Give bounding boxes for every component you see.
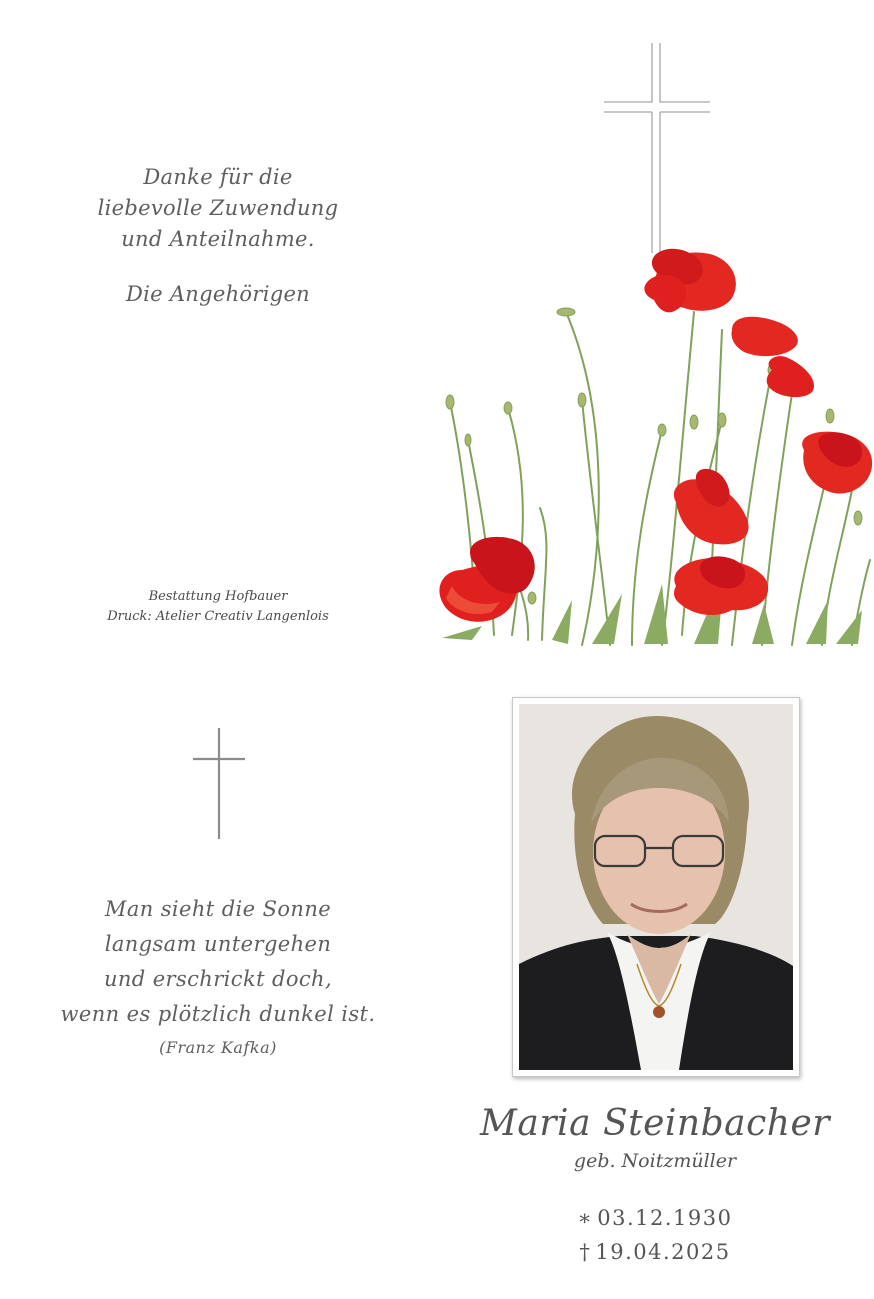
thanks-message	[60, 162, 376, 255]
quote-line: und erschrickt doch,	[103, 967, 333, 991]
life-dates	[440, 1201, 870, 1269]
birth-star-icon: ∗	[577, 1206, 594, 1230]
family-signoff: Die Angehörigen	[125, 282, 311, 306]
poppy-flowers-illustration	[432, 240, 874, 650]
death-date: 19.04.2025	[595, 1240, 731, 1264]
deceased-name: Maria Steinbacher	[480, 1103, 830, 1144]
printer-credit: Druck: Atelier Creativ Langenlois	[107, 609, 329, 624]
quote-author: (Franz Kafka)	[159, 1038, 277, 1057]
portrait-illustration	[519, 704, 793, 1070]
thanks-line: und Anteilnahme.	[121, 227, 315, 251]
death-row	[440, 1235, 870, 1269]
funeral-home-credit: Bestattung Hofbauer	[148, 589, 288, 604]
quote-line: Man sieht die Sonne	[104, 897, 332, 921]
birth-date: 03.12.1930	[597, 1206, 733, 1230]
thin-cross-icon	[192, 728, 246, 840]
maiden-name: geb. Noitzmüller	[573, 1150, 737, 1172]
portrait-frame	[512, 697, 800, 1077]
birth-row	[440, 1201, 870, 1235]
thanks-line: liebevolle Zuwendung	[97, 196, 339, 220]
death-dagger-icon: †	[579, 1240, 592, 1264]
outline-cross-icon	[598, 40, 716, 256]
print-credits	[60, 587, 376, 627]
quote-line: wenn es plötzlich dunkel ist.	[60, 1002, 376, 1026]
portrait-photo	[519, 704, 793, 1070]
kafka-quote	[40, 892, 396, 1032]
quote-line: langsam untergehen	[104, 932, 332, 956]
thanks-line: Danke für die	[143, 165, 293, 189]
